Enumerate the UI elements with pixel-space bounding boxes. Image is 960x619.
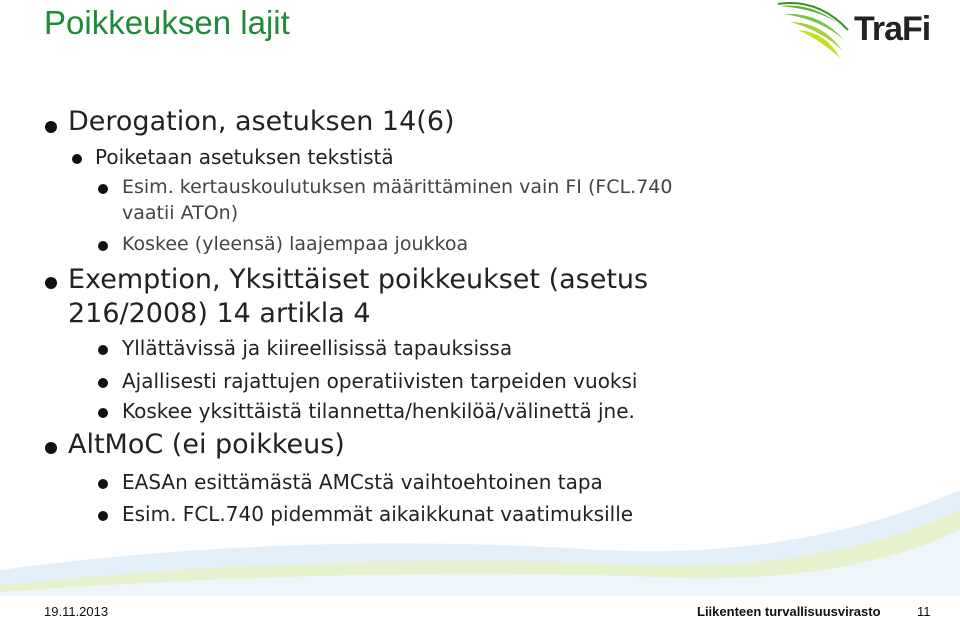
page-number: 11 bbox=[917, 604, 931, 619]
slide-title: Poikkeuksen lajit bbox=[44, 4, 290, 41]
bullet-level3: Esim. kertauskoulutuksen määrittäminen vain FI (FCL.740 bbox=[122, 176, 673, 198]
logo-text: TraFi bbox=[854, 10, 931, 48]
bullet-level1: Derogation, asetuksen 14(6) bbox=[68, 106, 455, 137]
bullet-dot-icon bbox=[98, 184, 108, 194]
bullet-dot-icon bbox=[45, 277, 57, 289]
bullet-level2: Ajallisesti rajattujen operatiivisten tarpeiden vuoksi bbox=[122, 369, 638, 393]
bullet-level2: Yllättävissä ja kiireellisissä tapauksissa bbox=[122, 336, 513, 360]
bullet-dot-icon bbox=[98, 378, 108, 388]
bullet-dot-icon bbox=[98, 408, 108, 418]
bullet-level2: Esim. FCL.740 pidemmät aikaikkunat vaatimuksille bbox=[122, 502, 634, 526]
bullet-dot-icon bbox=[72, 154, 82, 164]
bullet-dot-icon bbox=[98, 345, 108, 355]
bullet-level1-continuation: 216/2008) 14 artikla 4 bbox=[68, 298, 371, 329]
bullet-level3-continuation: vaatii ATOn) bbox=[122, 202, 239, 224]
bullet-dot-icon bbox=[45, 442, 57, 454]
bullet-dot-icon bbox=[45, 121, 57, 133]
bullet-level3: Koskee (yleensä) laajempaa joukkoa bbox=[122, 233, 469, 255]
bullet-level1: AltMoC (ei poikkeus) bbox=[68, 429, 345, 460]
bullet-level2: Koskee yksittäistä tilannetta/henkilöä/välinettä jne. bbox=[122, 399, 635, 423]
footer-date: 19.11.2013 bbox=[44, 604, 109, 619]
bullet-level2: Poiketaan asetuksen tekstistä bbox=[95, 145, 394, 169]
bullet-dot-icon bbox=[98, 241, 108, 251]
footer-organization: Liikenteen turvallisuusvirasto bbox=[697, 604, 881, 619]
bullet-level2: EASAn esittämästä AMCstä vaihtoehtoinen tapa bbox=[122, 470, 603, 494]
decorative-wave bbox=[0, 470, 960, 600]
bullet-level1: Exemption, Yksittäiset poikkeukset (asetus bbox=[68, 264, 649, 295]
